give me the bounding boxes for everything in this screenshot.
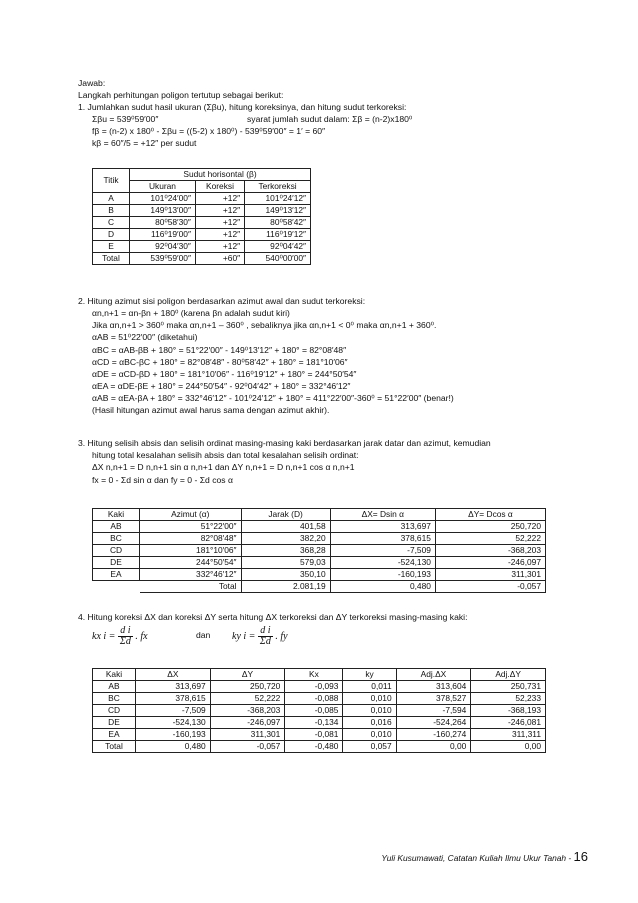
cell: 101⁰24′12″ — [245, 193, 311, 205]
col-jarak: Jarak (D) — [241, 509, 330, 521]
step-3-formula-dx-dy: ΔX n,n+1 = D n,n+1 sin α n,n+1 dan ΔY n,n+1 = D n,n+1 cos α n,n+1 — [92, 462, 355, 472]
cell: EA — [93, 729, 136, 741]
col-ky: ky — [343, 669, 396, 681]
col-azimut: Azimut (α) — [140, 509, 242, 521]
cell: 52,233 — [471, 693, 546, 705]
col-kaki: Kaki — [93, 509, 140, 521]
col-kx: Kx — [285, 669, 343, 681]
cell: +12″ — [195, 217, 244, 229]
cell: 149⁰13′00″ — [130, 205, 196, 217]
formula-ky-numerator: d i — [258, 626, 273, 637]
table-row — [93, 717, 546, 729]
cell: +12″ — [195, 193, 244, 205]
table-row — [93, 217, 311, 229]
step-1-fbeta: fβ = (n-2) x 180⁰ - Σβu = ((5-2) x 180⁰) - 539⁰59′00″ = 1′ = 60″ — [92, 126, 326, 136]
cell: -0,480 — [285, 741, 343, 753]
cell: Total — [93, 741, 136, 753]
page-footer — [381, 849, 588, 864]
cell: 2.081,19 — [241, 581, 330, 593]
cell: -368,203 — [435, 545, 545, 557]
cell: 52,222 — [435, 533, 545, 545]
cell: AB — [93, 681, 136, 693]
cell: 181°10′06″ — [140, 545, 242, 557]
col-dx: ΔX — [136, 669, 211, 681]
formula-ky-fraction — [258, 626, 273, 647]
col-group-horizontal-angle: Sudut horisontal (β) — [130, 169, 311, 181]
step-2-formula: αn,n+1 = αn-βn + 180⁰ (karena βn adalah sudut kiri) — [92, 308, 290, 318]
cell: CD — [93, 545, 140, 557]
col-kaki: Kaki — [93, 669, 136, 681]
step-2-cd: αCD = αBC-βC + 180° = 82°08′48″ - 80⁰58′42″ + 180° = 181°10′06″ — [92, 357, 348, 367]
footer-text: Yuli Kusumawati, Catatan Kuliah Ilmu Ukur Tanah - — [381, 853, 574, 863]
cell: -0,134 — [285, 717, 343, 729]
cell: 0,016 — [343, 717, 396, 729]
col-dx: ΔX= Dsin α — [330, 509, 435, 521]
cell: 0,057 — [343, 741, 396, 753]
step-3-title: 3. Hitung selisih absis dan selisih ordinat masing-masing kaki berdasarkan jarak datar dan azimut, kemudian — [78, 438, 491, 448]
formula-kx-rhs: . fx — [135, 630, 148, 642]
step-2-ea: αEA = αDE-βE + 180° = 244°50′54″ - 92⁰04′42″ + 180° = 332°46′12″ — [92, 381, 351, 391]
step-1-title: 1. Jumlahkan sudut hasil ukuran (Σβu), hitung koreksinya, dan hitung sudut terkoreksi: — [78, 102, 407, 112]
cell: AB — [93, 521, 140, 533]
step-2-de: αDE = αCD-βD + 180° = 181°10′06″ - 116⁰19′12″ + 180° = 244°50′54″ — [92, 369, 357, 379]
cell: 313,604 — [396, 681, 471, 693]
cell: 101⁰24′00″ — [130, 193, 196, 205]
formula-ky-rhs: . fy — [275, 630, 288, 642]
cell: -7,509 — [136, 705, 211, 717]
table-row-total — [93, 253, 311, 265]
table-row — [93, 569, 546, 581]
cell: 0,00 — [471, 741, 546, 753]
page-number: 16 — [573, 849, 588, 864]
cell: DE — [93, 557, 140, 569]
col-terkoreksi: Terkoreksi — [245, 181, 311, 193]
formula-kx — [92, 626, 148, 647]
cell: 82°08′48″ — [140, 533, 242, 545]
col-adj-dy: Adj.ΔY — [471, 669, 546, 681]
cell: 80⁰58′42″ — [245, 217, 311, 229]
table-row-total — [93, 581, 546, 593]
cell: 92⁰04′30″ — [130, 241, 196, 253]
cell: -7,509 — [330, 545, 435, 557]
col-ukuran: Ukuran — [130, 181, 196, 193]
table-row — [93, 229, 311, 241]
cell: 0,010 — [343, 705, 396, 717]
cell: -246,097 — [210, 717, 285, 729]
cell: D — [93, 229, 130, 241]
cell: -0,057 — [435, 581, 545, 593]
formula-ky-denominator: Σd — [259, 636, 271, 647]
cell: 250,731 — [471, 681, 546, 693]
table-row — [93, 545, 546, 557]
table-row — [93, 193, 311, 205]
cell: 0,00 — [396, 741, 471, 753]
formula-kx-fraction — [118, 626, 133, 647]
cell: 92⁰04′42″ — [245, 241, 311, 253]
table-row — [93, 693, 546, 705]
cell: 368,28 — [241, 545, 330, 557]
cell: +60″ — [195, 253, 244, 265]
col-adj-dx: Adj.ΔX — [396, 669, 471, 681]
cell: 579,03 — [241, 557, 330, 569]
cell: BC — [93, 533, 140, 545]
table-row — [93, 205, 311, 217]
cell: 250,720 — [435, 521, 545, 533]
formula-ky — [232, 626, 288, 647]
step-2-bc: αBC = αAB-βB + 180° = 51°22′00″ - 149⁰13′12″ + 180° = 82°08′48″ — [92, 345, 347, 355]
cell: 313,697 — [136, 681, 211, 693]
cell: -0,088 — [285, 693, 343, 705]
cell: 149⁰13′12″ — [245, 205, 311, 217]
cell: -246,097 — [435, 557, 545, 569]
step-2-title: 2. Hitung azimut sisi poligon berdasarkan azimut awal dan sudut terkoreksi: — [78, 296, 366, 306]
cell: 539⁰59′00″ — [130, 253, 196, 265]
cell: 401,58 — [241, 521, 330, 533]
correction-table — [92, 668, 546, 753]
table-row — [93, 557, 546, 569]
cell: 52,222 — [210, 693, 285, 705]
formula-kx-numerator: d i — [118, 626, 133, 637]
cell: -0,085 — [285, 705, 343, 717]
cell: 116⁰19′00″ — [130, 229, 196, 241]
cell: -7,594 — [396, 705, 471, 717]
cell: 311,301 — [435, 569, 545, 581]
cell: -160,193 — [136, 729, 211, 741]
cell: C — [93, 217, 130, 229]
step-4-title: 4. Hitung koreksi ΔX dan koreksi ΔY serta hitung ΔX terkoreksi dan ΔY terkoreksi masing-masing kaki: — [78, 612, 468, 622]
cell: 378,527 — [396, 693, 471, 705]
empty-cell — [93, 581, 140, 593]
table-row — [93, 681, 546, 693]
cell: Total — [93, 253, 130, 265]
cell: CD — [93, 705, 136, 717]
cell: 250,720 — [210, 681, 285, 693]
cell: 311,301 — [210, 729, 285, 741]
step-1-sum: Σβu = 539⁰59′00″ — [92, 114, 159, 124]
step-2-ab-check: αAB = αEA-βA + 180° = 332°46′12″ - 101⁰24′12″ + 180° = 411°22′00″-360⁰ = 51°22′00″ (benar!) — [92, 393, 454, 403]
table-row-total — [93, 741, 546, 753]
cell: 350,10 — [241, 569, 330, 581]
cell: 313,697 — [330, 521, 435, 533]
step-2-known: αAB = 51⁰22′00″ (diketahui) — [92, 332, 198, 342]
cell: DE — [93, 717, 136, 729]
cell: -160,274 — [396, 729, 471, 741]
cell: B — [93, 205, 130, 217]
cell: 80⁰58′30″ — [130, 217, 196, 229]
step-3-text: hitung total kesalahan selisih absis dan total kesalahan selisih ordinat: — [92, 450, 359, 460]
col-dy: ΔY — [210, 669, 285, 681]
step-3-formula-fx-fy: fx = 0 - Σd sin α dan fy = 0 - Σd cos α — [92, 475, 233, 485]
cell: -524,264 — [396, 717, 471, 729]
table-row — [93, 241, 311, 253]
cell: 0,480 — [330, 581, 435, 593]
formula-and-label: dan — [196, 630, 211, 640]
cell: 540⁰00′00″ — [245, 253, 311, 265]
col-koreksi: Koreksi — [195, 181, 244, 193]
angle-table — [92, 168, 311, 265]
coordinate-diff-table — [92, 508, 546, 593]
table-row — [93, 729, 546, 741]
cell: 244°50′54″ — [140, 557, 242, 569]
intro-text: Langkah perhitungan poligon tertutup sebagai berikut: — [78, 90, 284, 100]
cell: 378,615 — [330, 533, 435, 545]
cell: 0,010 — [343, 729, 396, 741]
cell: -0,093 — [285, 681, 343, 693]
cell: +12″ — [195, 229, 244, 241]
step-1-kbeta: kβ = 60″/5 = +12″ per sudut — [92, 138, 197, 148]
cell: 332°46′12″ — [140, 569, 242, 581]
cell: BC — [93, 693, 136, 705]
cell: EA — [93, 569, 140, 581]
cell: 0,010 — [343, 693, 396, 705]
cell: -368,193 — [471, 705, 546, 717]
step-1-condition: syarat jumlah sudut dalam: Σβ = (n-2)x180⁰ — [247, 114, 413, 124]
formula-ky-lhs: ky i = — [232, 630, 256, 642]
formula-kx-denominator: Σd — [119, 636, 131, 647]
formula-kx-lhs: kx i = — [92, 630, 116, 642]
table-row — [93, 533, 546, 545]
step-2-note: (Hasil hitungan azimut awal harus sama dengan azimut akhir). — [92, 405, 330, 415]
table-row — [93, 705, 546, 717]
cell: 311,311 — [471, 729, 546, 741]
step-2-rule: Jika αn,n+1 > 360⁰ maka αn,n+1 – 360⁰ , sebaliknya jika αn,n+1 < 0⁰ maka αn,n+1 + 360⁰. — [92, 320, 437, 330]
cell: A — [93, 193, 130, 205]
cell: 382,20 — [241, 533, 330, 545]
cell: -0,057 — [210, 741, 285, 753]
cell: 378,615 — [136, 693, 211, 705]
table-row — [93, 521, 546, 533]
cell: 0,011 — [343, 681, 396, 693]
answer-label: Jawab: — [78, 78, 106, 88]
col-dy: ΔY= Dcos α — [435, 509, 545, 521]
cell: -368,203 — [210, 705, 285, 717]
cell: 0,480 — [136, 741, 211, 753]
cell: -524,130 — [330, 557, 435, 569]
cell: -0,081 — [285, 729, 343, 741]
col-titik: Titik — [93, 169, 130, 193]
cell: Total — [140, 581, 242, 593]
cell: +12″ — [195, 205, 244, 217]
cell: -246,081 — [471, 717, 546, 729]
cell: +12″ — [195, 241, 244, 253]
cell: 116⁰19′12″ — [245, 229, 311, 241]
cell: E — [93, 241, 130, 253]
cell: 51°22′00″ — [140, 521, 242, 533]
cell: -524,130 — [136, 717, 211, 729]
cell: -160,193 — [330, 569, 435, 581]
